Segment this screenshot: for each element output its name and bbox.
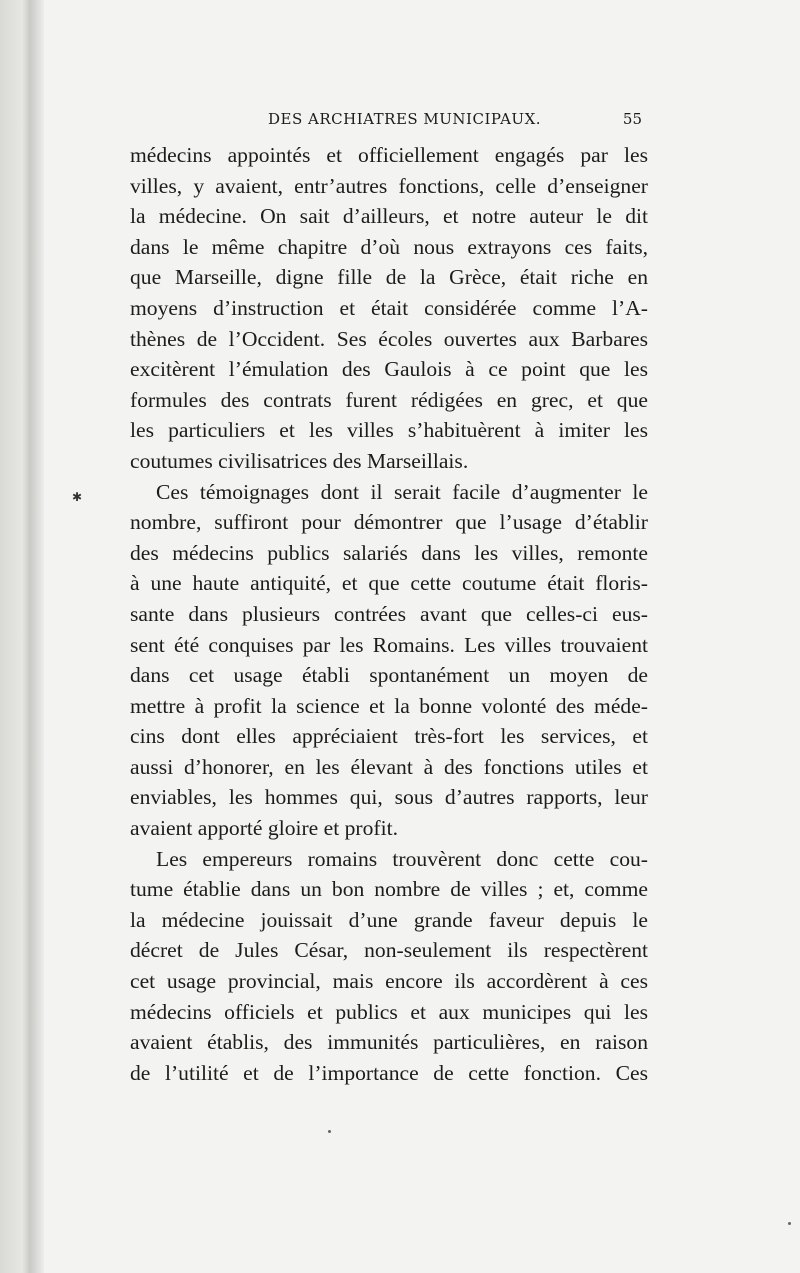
text-line: médecins officiels et publics et aux municipes qui les <box>130 999 648 1024</box>
text-line: coutumes civilisatrices des Marseillais. <box>130 448 469 473</box>
body-text <box>130 140 648 1088</box>
page-number: 55 <box>622 110 642 128</box>
text-line: avaient apporté gloire et profit. <box>130 816 399 841</box>
text-line: thènes de l’Occident. Ses écoles ouvertes aux Barbares <box>130 326 648 351</box>
text-line: que Marseille, digne fille de la Grèce, était riche en <box>130 265 648 290</box>
running-head <box>130 108 642 132</box>
text-line: des médecins publics salariés dans les villes, remonte <box>130 540 648 565</box>
text-line: à une haute antiquité, et que cette coutume était floris- <box>130 571 648 596</box>
text-line: dans le même chapitre d’où nous extrayons ces faits, <box>130 234 648 259</box>
text-line: décret de Jules César, non-seulement ils respectèrent <box>130 938 648 963</box>
text-line: la médecine jouissait d’une grande faveur depuis le <box>130 907 648 932</box>
paragraph-1 <box>130 140 648 477</box>
text-line: mettre à profit la science et la bonne volonté des méde- <box>130 693 648 718</box>
ink-speck <box>788 1222 791 1225</box>
text-line: aussi d’honorer, en les élevant à des fonctions utiles et <box>130 754 648 779</box>
text-line: moyens d’instruction et était considérée comme l’A- <box>130 295 648 320</box>
text-line: tume établie dans un bon nombre de villes ; et, comme <box>130 877 648 902</box>
margin-mark-icon: ✱ <box>72 490 83 504</box>
text-line: Les empereurs romains trouvèrent donc cette cou- <box>156 846 648 871</box>
text-line: médecins appointés et officiellement engagés par les <box>130 143 648 167</box>
text-line: Ces témoignages dont il serait facile d’augmenter le <box>156 479 648 504</box>
text-line: les particuliers et les villes s’habituèrent à imiter les <box>130 418 648 443</box>
text-line: cet usage provincial, mais encore ils accordèrent à ces <box>130 969 648 994</box>
running-title: DES ARCHIATRES MUNICIPAUX. <box>268 110 542 128</box>
paragraph-3 <box>130 844 648 1089</box>
text-line: cins dont elles appréciaient très-fort les services, et <box>130 724 648 749</box>
text-line: enviables, les hommes qui, sous d’autres rapports, leur <box>130 785 648 810</box>
paragraph-2 <box>130 477 648 844</box>
text-line: formules des contrats furent rédigées en grec, et que <box>130 387 648 412</box>
text-line: sante dans plusieurs contrées avant que celles-ci eus- <box>130 601 648 626</box>
text-line: dans cet usage établi spontanément un moyen de <box>130 663 648 688</box>
text-line: la médecine. On sait d’ailleurs, et notre auteur le dit <box>130 204 648 229</box>
text-line: sent été conquises par les Romains. Les villes trouvaient <box>130 632 648 657</box>
text-line: nombre, suffiront pour démontrer que l’usage d’établir <box>130 510 648 535</box>
text-line: villes, y avaient, entr’autres fonctions, celle d’enseigner <box>130 173 648 198</box>
text-line: excitèrent l’émulation des Gaulois à ce point que les <box>130 357 648 382</box>
text-line: de l’utilité et de l’importance de cette fonction. Ces <box>130 1060 648 1085</box>
page-binding-edge <box>0 0 44 1273</box>
ink-speck <box>328 1130 331 1133</box>
text-line: avaient établis, des immunités particulières, en raison <box>130 1030 648 1055</box>
